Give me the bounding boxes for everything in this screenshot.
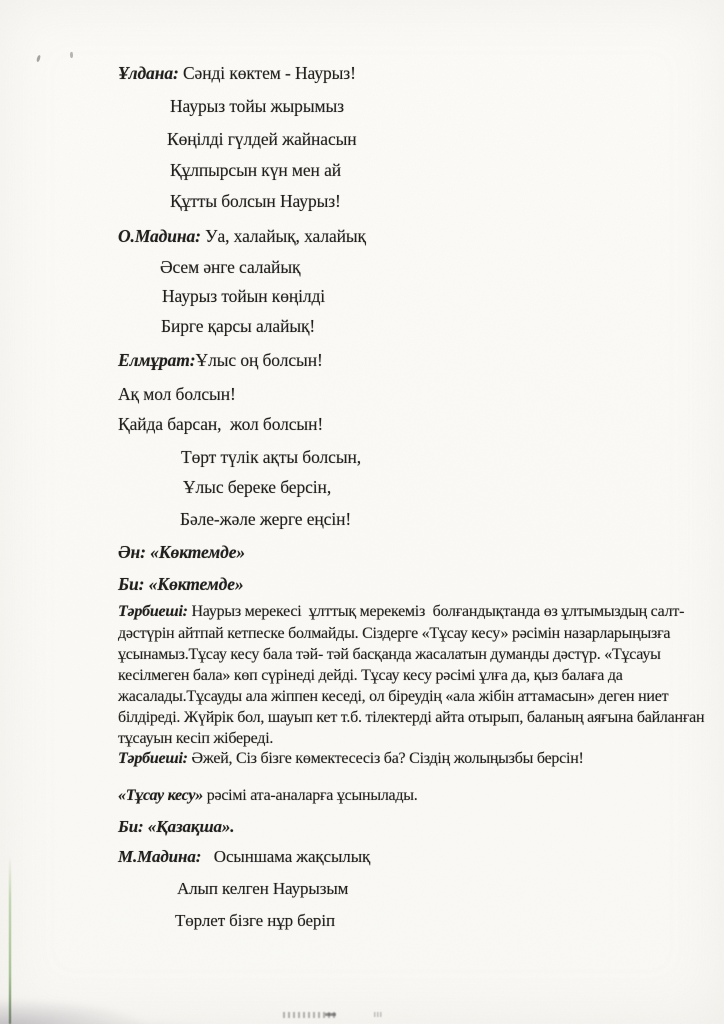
speaker-label: Ән: «Көктемде» — [118, 542, 246, 562]
text-line — [118, 226, 366, 247]
speaker-label: Би: «Қазақша». — [118, 817, 235, 836]
text-line — [118, 414, 323, 435]
line-text: тұсауын кесіп жібереді. — [118, 730, 274, 747]
text-line — [180, 509, 351, 530]
line-text: білдіреді. Жүйрік бол, шауып кет т.б. тілектерді айта отырып, баланың аяғына байланған — [118, 709, 705, 726]
line-text: Наурыз тойын көңілді — [162, 286, 326, 306]
speaker-label: О.Мадина: — [118, 226, 201, 246]
heading-line — [118, 817, 234, 837]
line-text: Уа, халайық, халайық — [200, 226, 366, 246]
heading-line — [118, 574, 244, 595]
scan-speck — [70, 52, 73, 58]
line-text: жасалады.Тұсауды ала жіппен кеседі, ол біреудің «ала жібін аттамасын» деген ниет — [118, 688, 669, 705]
line-text: Әсем әнге салайық — [160, 257, 301, 277]
left-edge-scan-line — [9, 856, 11, 1024]
speaker-label: Тәрбиеші: — [118, 603, 188, 620]
text-line — [118, 63, 356, 84]
text-line — [118, 786, 418, 805]
line-text: Құлпырсын күн мен ай — [170, 160, 342, 180]
text-line — [118, 602, 684, 621]
text-line — [162, 286, 325, 307]
text-line — [118, 350, 323, 371]
line-text: Қайда барсан, жол болсын! — [118, 414, 324, 434]
speaker-label: «Тұсау кесу» — [118, 787, 203, 804]
faint-bottom-text-artifact — [325, 1013, 336, 1016]
line-text: Ұлыс оң болсын! — [195, 350, 323, 370]
text-line — [170, 191, 341, 212]
line-text: Ұлыс береке берсін, — [183, 477, 332, 497]
faint-bottom-text-artifact — [374, 1012, 382, 1017]
line-text: Әжей, Сіз бізге көмектесесіз ба? Сіздің жолыңызбы берсін! — [187, 750, 584, 767]
line-text: ұсынамыз.Тұсау кесу бала тәй- тәй басқанда жасалатын думанды дәстүр. «Тұсауы — [118, 646, 661, 663]
line-text: Сәнді көктем - Наурыз! — [178, 63, 356, 83]
text-line — [118, 645, 661, 664]
speaker-label: Тәрбиеші: — [118, 750, 188, 767]
text-line — [118, 708, 704, 727]
text-line — [170, 96, 344, 117]
line-text: Ақ мол болсын! — [118, 384, 236, 404]
speaker-label: Елмұрат: — [118, 350, 196, 370]
text-line — [118, 666, 623, 685]
line-text: Құтты болсын Наурыз! — [170, 191, 341, 211]
line-text: Төрт түлік ақты болсын, — [181, 447, 362, 467]
line-text: Бирге қарсы алайық! — [161, 316, 316, 336]
text-line — [170, 160, 341, 181]
line-text: Наурыз тойы жырымыз — [170, 96, 344, 116]
text-line — [183, 477, 331, 498]
text-line — [181, 447, 361, 468]
speaker-label: М.Мадина: — [118, 847, 202, 866]
line-text: Көңілді гүлдей жайнасын — [167, 129, 357, 149]
text-line — [177, 879, 348, 899]
text-line — [118, 687, 668, 706]
line-text: рәсімі ата-аналарға ұсынылады. — [202, 787, 418, 804]
text-line — [118, 624, 670, 643]
line-text: Алып келген Наурызым — [177, 879, 349, 898]
heading-line — [118, 542, 245, 563]
line-text: дәстүрін айтпай кетпеске болмайды. Сіздерге «Тұсау кесу» рәсімін назарларыңызға — [118, 625, 671, 642]
text-line — [118, 749, 584, 768]
line-text: кесілмеген бала» көп сүрінеді дейді. Тұсау кесу рәсімі ұлға да, қыз балаға да — [118, 667, 623, 684]
line-text: Төрлет бізге нұр беріп — [175, 911, 335, 930]
line-text: Наурыз мерекесі ұлттық мерекеміз болғандықтанда өз ұлтымыздың салт- — [187, 603, 685, 620]
line-text: Бәле-жәле жерге еңсін! — [180, 509, 352, 529]
text-line — [161, 316, 315, 337]
text-line — [160, 257, 300, 278]
text-line — [118, 384, 236, 405]
text-line — [118, 847, 370, 867]
text-line — [118, 729, 273, 748]
speaker-label: Би: «Көктемде» — [118, 574, 244, 594]
text-line — [175, 911, 335, 931]
text-line — [167, 129, 357, 150]
speaker-label: Ұлдана: — [118, 63, 179, 83]
line-text: Осыншама жақсылық — [201, 847, 371, 866]
